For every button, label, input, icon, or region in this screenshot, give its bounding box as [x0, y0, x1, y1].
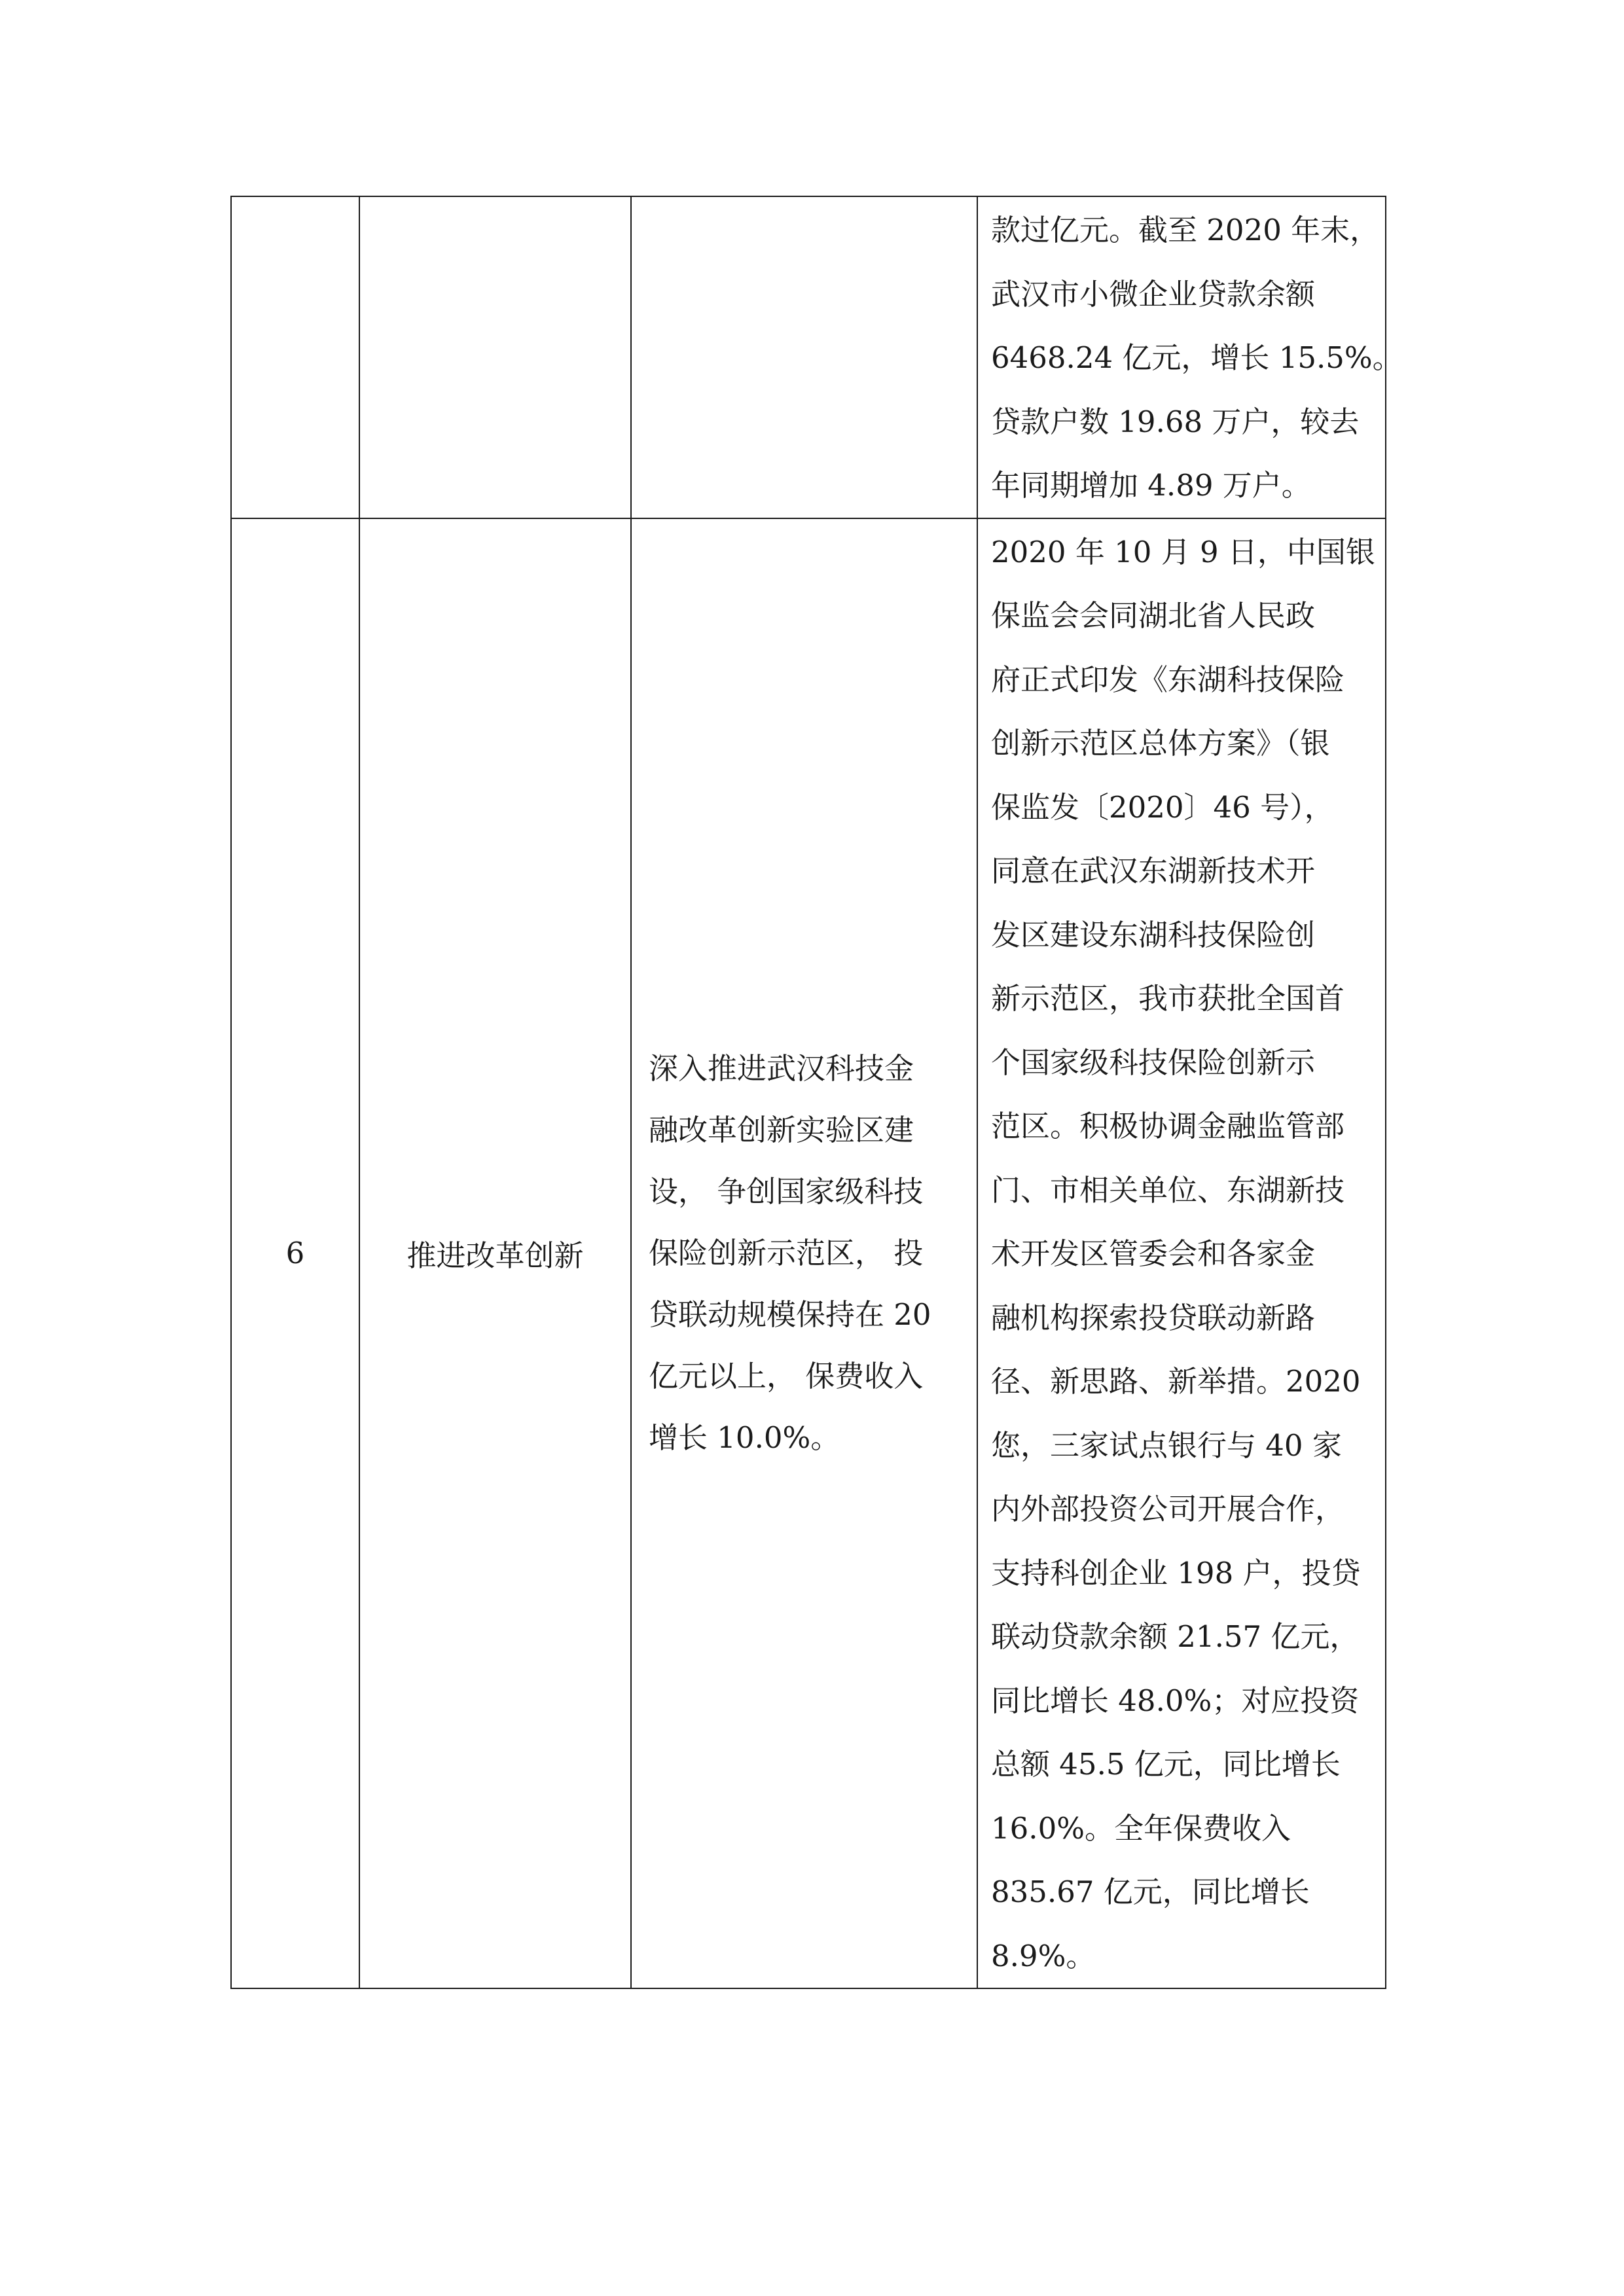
- result-line: 府正式印发《东湖科技保险: [991, 662, 1345, 697]
- result-line: 您，三家试点银行与 40 家: [991, 1427, 1342, 1463]
- result-line: 款过亿元。截至 2020 年末，: [991, 213, 1380, 247]
- result-line: 融机构探索投贷联动新路: [991, 1300, 1316, 1335]
- result-line: 范区。积极协调金融监管部: [991, 1109, 1345, 1143]
- result-line: 内外部投资公司开展合作，: [991, 1492, 1345, 1526]
- target-line: 贷联动规模保持在 20: [649, 1297, 931, 1332]
- item-name: 推进改革创新: [406, 1238, 584, 1274]
- result-line: 发区建设东湖科技保险创: [991, 917, 1316, 952]
- target-line: 亿元以上， 保费收入: [649, 1358, 924, 1393]
- result-line: 16.0%。全年保费收入: [991, 1810, 1291, 1846]
- result-line: 同比增长 48.0%；对应投资: [991, 1683, 1360, 1718]
- result-line: 武汉市小微企业贷款余额: [991, 276, 1316, 312]
- report-table: [230, 196, 1402, 1989]
- row-number-cell: [231, 518, 359, 1989]
- item-cell: [359, 196, 631, 518]
- result-line: 8.9%。: [991, 1938, 1096, 1973]
- result-line: 保监会会同湖北省人民政: [991, 598, 1316, 633]
- target-cell: [631, 518, 977, 1989]
- result-line: 总额 45.5 亿元，同比增长: [991, 1747, 1341, 1782]
- result-line: 年同期增加 4.89 万户。: [991, 468, 1311, 503]
- result-line: 同意在武汉东湖新技术开: [991, 853, 1316, 888]
- result-line: 门、市相关单位、东湖新技: [991, 1172, 1345, 1208]
- table-row: [231, 196, 1386, 518]
- result-line: 创新示范区总体方案》（银: [991, 726, 1330, 761]
- result-line: 术开发区管委会和各家金: [991, 1236, 1316, 1271]
- result-line: 2020 年 10 月 9 日，中国银: [991, 534, 1375, 569]
- target-line: 设， 争创国家级科技: [649, 1174, 924, 1209]
- result-line: 贷款户数 19.68 万户，较去: [991, 404, 1360, 439]
- item-cell: [359, 518, 631, 1989]
- result-line: 835.67 亿元，同比增长: [991, 1874, 1310, 1909]
- target-line: 保险创新示范区， 投: [649, 1235, 924, 1270]
- result-line: 径、新思路、新举措。2020: [991, 1364, 1361, 1399]
- target-line: 融改革创新实验区建: [649, 1112, 914, 1147]
- result-line: 新示范区，我市获批全国首: [991, 981, 1345, 1016]
- result-line: 支持科创企业 198 户，投贷: [991, 1555, 1361, 1590]
- result-cell: [977, 518, 1386, 1989]
- table-row: [231, 518, 1386, 1989]
- result-line: 个国家级科技保险创新示: [991, 1045, 1316, 1080]
- target-line: 增长 10.0%。: [649, 1420, 840, 1455]
- target-cell: [631, 196, 977, 518]
- result-line: 6468.24 亿元，增长 15.5%。: [991, 340, 1402, 375]
- row-number-cell: [231, 196, 359, 518]
- result-cell: [977, 196, 1402, 518]
- result-line: 保监发〔2020〕46 号），: [991, 789, 1334, 825]
- target-line: 深入推进武汉科技金: [649, 1050, 914, 1086]
- row-number: 6: [285, 1236, 305, 1271]
- result-line: 联动贷款余额 21.57 亿元，: [991, 1619, 1360, 1654]
